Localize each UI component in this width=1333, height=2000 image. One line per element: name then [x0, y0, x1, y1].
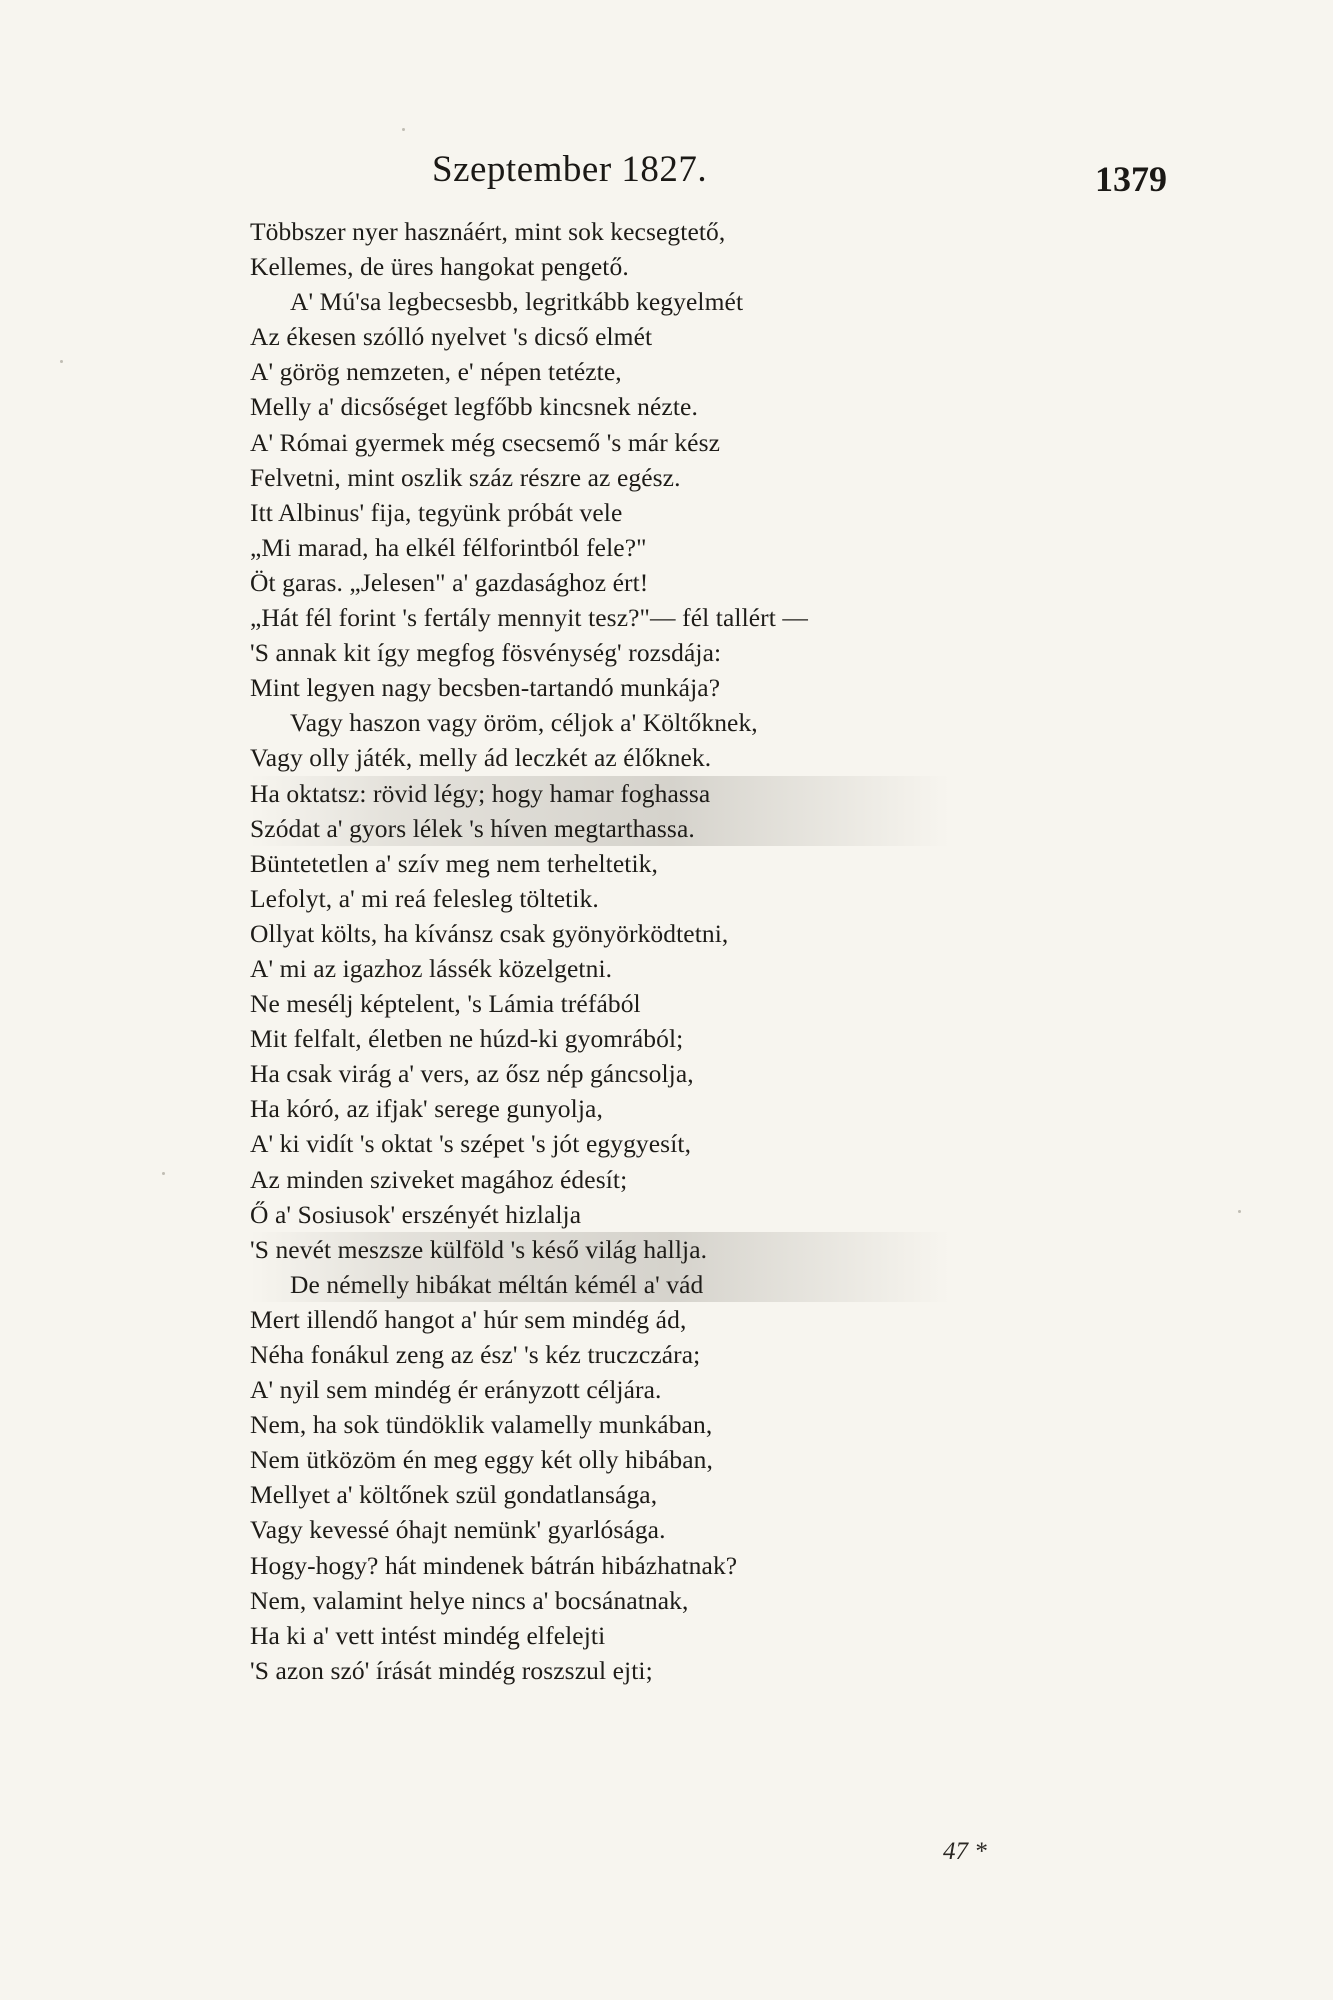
verse-line: „Mi marad, ha elkél félforintból fele?" — [250, 532, 647, 562]
verse-line: Ha oktatsz: rövid légy; hogy hamar foghassa — [250, 776, 950, 811]
paper-speck — [1238, 1210, 1241, 1213]
verse-line: 'S annak kit így megfog fösvénység' rozsdája: — [250, 638, 722, 668]
verse-line: Vagy olly játék, melly ád leczkét az élőknek. — [250, 743, 712, 773]
verse-line: A' Mú'sa legbecsesbb, legritkább kegyelmét — [290, 287, 744, 317]
paper-speck — [402, 128, 405, 131]
page-number: 1379 — [1095, 159, 1167, 199]
verse-line: Nem, ha sok tündöklik valamelly munkában, — [250, 1410, 713, 1440]
paper-speck — [162, 1172, 165, 1175]
verse-line: Melly a' dicsőséget legfőbb kincsnek nézte. — [250, 392, 698, 422]
verse-line: Mit felfalt, életben ne húzd-ki gyomrából; — [250, 1024, 684, 1054]
verse-line: A' mi az igazhoz lássék közelgetni. — [250, 953, 613, 983]
verse-line: Ne mesélj képtelent, 's Lámia tréfából — [250, 989, 641, 1019]
verse-line: Vagy kevessé óhajt nemünk' gyarlósága. — [250, 1515, 666, 1545]
verse-line: Ha ki a' vett intést mindég elfelejti — [250, 1620, 606, 1650]
verse-line: A' görög nemzeten, e' népen tetézte, — [250, 357, 622, 387]
verse-line: Lefolyt, a' mi reá felesleg töltetik. — [250, 883, 599, 913]
verse-line: Az minden sziveket magához édesít; — [250, 1164, 628, 1194]
verse-line: Mellyet a' költőnek szül gondatlansága, — [250, 1480, 658, 1510]
verse-line: „Hát fél forint 's fertály mennyit tesz?"— fél tallért — — [250, 603, 809, 633]
verse-line: Vagy haszon vagy öröm, céljok a' Költőknek, — [290, 708, 758, 738]
verse-line: Büntetetlen a' szív meg nem terheltetik, — [250, 848, 658, 878]
verse-line: Az ékesen szólló nyelvet 's dicső elmét — [250, 322, 653, 352]
verse-line: 'S azon szó' írását mindég roszszul ejti; — [250, 1655, 653, 1685]
verse-line: A' ki vidít 's oktat 's szépet 's jót egygyesít, — [250, 1129, 692, 1159]
verse-line: Itt Albinus' fija, tegyünk próbát vele — [250, 497, 623, 527]
verse-line: Mert illendő hangot a' húr sem mindég ád, — [250, 1304, 687, 1334]
paper-speck — [60, 360, 63, 363]
verse-line: Nem ütközöm én meg eggy két olly hibában, — [250, 1445, 713, 1475]
verse-line: Ő a' Sosiusok' erszényét hizlalja — [250, 1199, 582, 1229]
verse-line: Ha csak virág a' vers, az ősz nép gáncsolja, — [250, 1059, 694, 1089]
verse-line: Kellemes, de üres hangokat pengető. — [250, 252, 629, 282]
verse-line: Néha fonákul zeng az ész' 's kéz truczczára; — [250, 1340, 701, 1369]
signature-mark: 47 * — [943, 1838, 987, 1865]
running-title: Szeptember 1827. — [432, 149, 708, 190]
verse-line: Mint legyen nagy becsben-tartandó munkája? — [250, 673, 721, 703]
verse-line: De némelly hibákat méltán kémél a' vád — [250, 1267, 950, 1302]
verse-line: A' Római gyermek még csecsemő 's már kész — [250, 427, 721, 457]
verse-line: Nem, valamint helye nincs a' bocsánatnak, — [250, 1585, 689, 1615]
verse-line: A' nyil sem mindég ér erányzott céljára. — [250, 1375, 662, 1405]
verse-line: Ollyat költs, ha kívánsz csak gyönyörködtetni, — [250, 918, 729, 948]
verse-line: Hogy-hogy? hát mindenek bátrán hibázhatnak? — [250, 1550, 738, 1580]
verse-line: Felvetni, mint oszlik száz részre az egész. — [250, 462, 681, 492]
verse-line: 'S nevét meszsze külföld 's késő világ hallja. — [250, 1232, 950, 1267]
verse-line: Többszer nyer hasznáért, mint sok kecsegtető, — [250, 217, 726, 246]
verse-block — [250, 214, 950, 1688]
verse-line: Ha kóró, az ifjak' serege gunyolja, — [250, 1094, 603, 1124]
verse-line: Öt garas. „Jelesen" a' gazdasághoz ért! — [250, 567, 649, 597]
verse-line: Szódat a' gyors lélek 's híven megtarthassa. — [250, 811, 950, 846]
